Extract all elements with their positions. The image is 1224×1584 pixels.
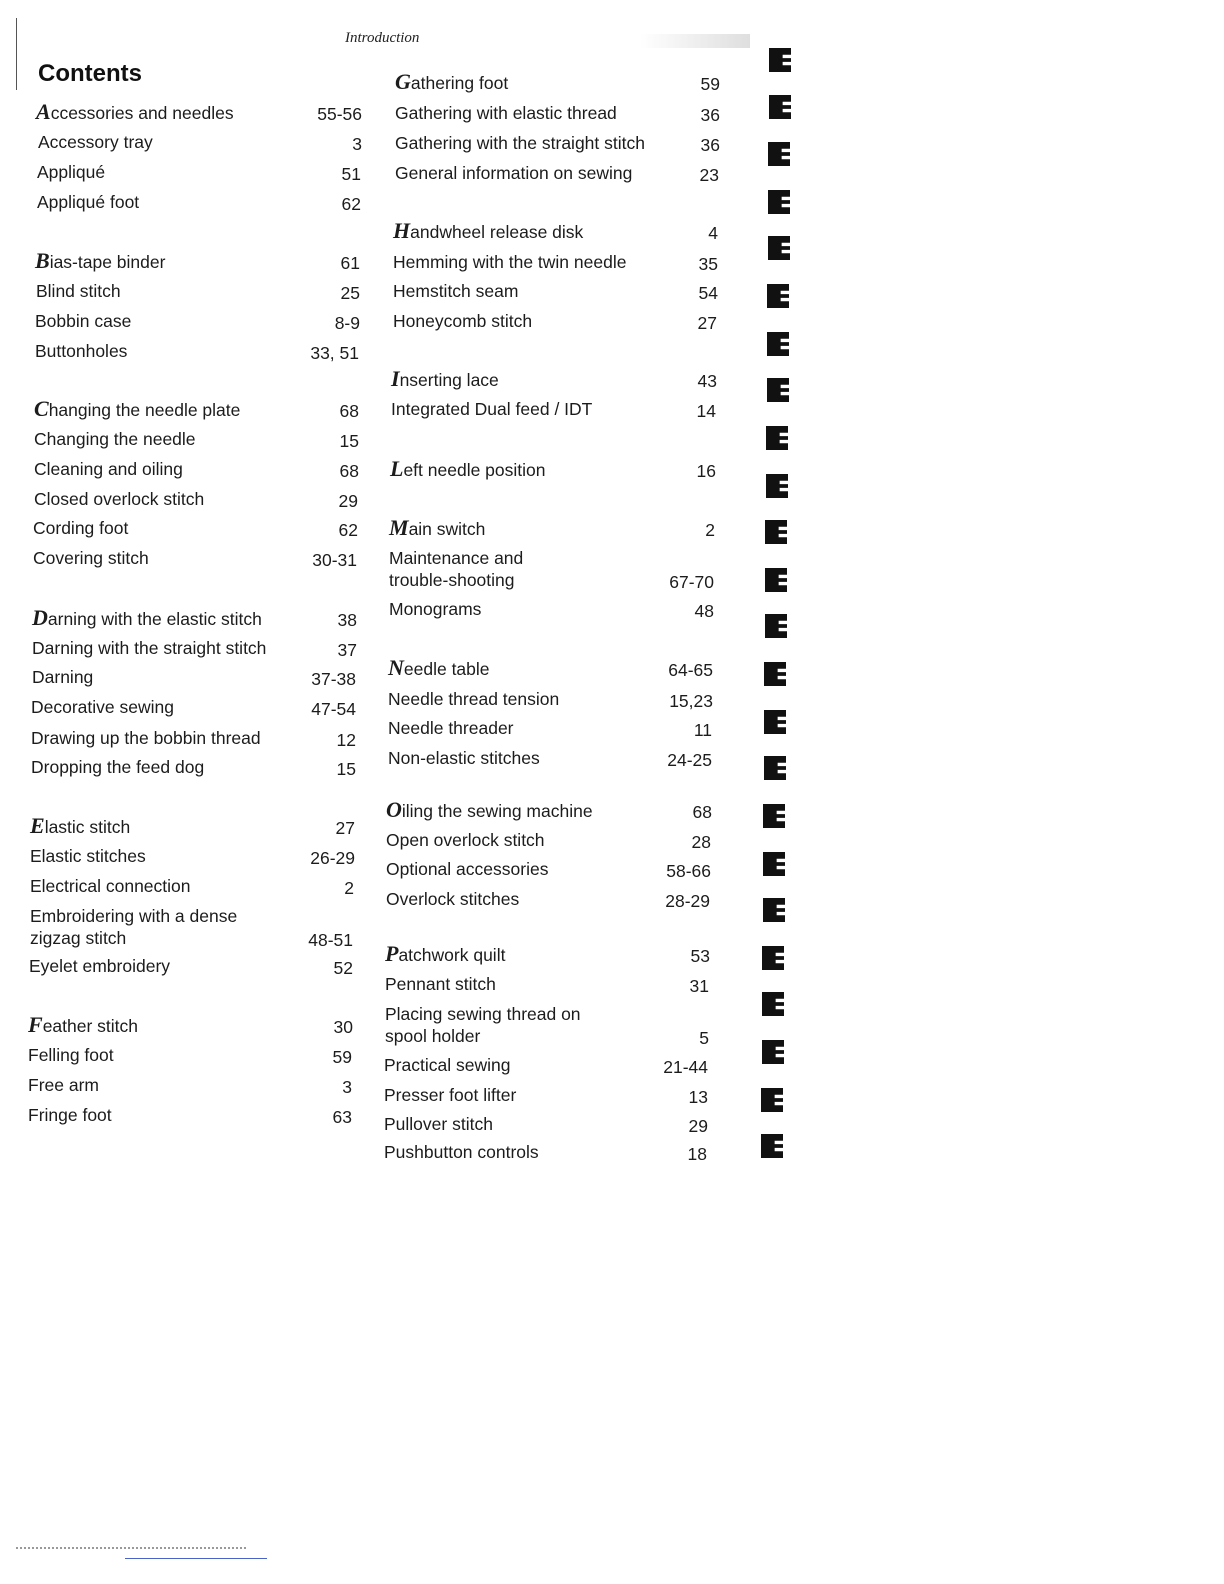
entry-initial-letter: P [385, 941, 399, 966]
entry-page-number: 15,23 [669, 691, 713, 711]
entry-label [36, 280, 121, 302]
entry-text: Gathering with elastic thread [395, 103, 617, 123]
entry-label [28, 1074, 99, 1096]
entry-page-number: 2 [344, 878, 354, 898]
entry-label [386, 888, 519, 910]
section-header: Introduction [345, 30, 420, 46]
entry-page-number: 14 [696, 401, 716, 421]
index-tab-icon [769, 48, 791, 72]
entry-page-number: 64-65 [668, 660, 713, 680]
entry-label [31, 756, 204, 778]
entry-page-number: 13 [688, 1087, 708, 1107]
entry-page-number: 62 [338, 520, 358, 540]
index-entry [395, 162, 719, 212]
entry-label [386, 829, 545, 851]
entry-label [29, 955, 170, 977]
entry-page-number: 2 [705, 520, 715, 540]
entry-text: Needle thread tension [388, 689, 560, 709]
index-tab-icon [768, 190, 790, 214]
entry-label [30, 845, 146, 867]
entry-label [34, 428, 196, 450]
entry-initial-letter: F [28, 1012, 43, 1037]
entry-label [30, 815, 130, 838]
entry-text: Presser foot lifter [384, 1085, 517, 1105]
entry-page-number: 31 [689, 976, 709, 996]
index-tab-icon [765, 614, 787, 638]
entry-label [28, 1014, 138, 1037]
entry-page-number: 59 [332, 1047, 352, 1067]
index-entry [393, 310, 717, 360]
entry-label [36, 101, 234, 124]
entry-label [388, 747, 540, 769]
entry-label [386, 799, 593, 822]
entry-page-number: 36 [700, 135, 720, 155]
index-entry [385, 1003, 709, 1053]
entry-label [395, 132, 645, 154]
entry-label [35, 310, 131, 332]
entry-text: Honeycomb stitch [393, 311, 533, 331]
entry-text: Eyelet embroidery [29, 956, 171, 976]
entry-text: eather stitch [42, 1016, 139, 1036]
entry-label [384, 1054, 510, 1076]
entry-page-number: 27 [697, 313, 717, 333]
entry-label [395, 71, 508, 94]
index-tab-icon [765, 568, 787, 592]
entry-page-number: 15 [336, 759, 356, 779]
entry-page-number: 62 [341, 194, 361, 214]
entry-text: Placing sewing thread on spool holder [385, 1004, 581, 1046]
entry-label [35, 340, 127, 362]
footer-rule [125, 1558, 267, 1559]
entry-page-number: 61 [340, 253, 360, 273]
entry-page-number: 68 [339, 461, 359, 481]
index-tab-icon [763, 898, 785, 922]
entry-label [385, 943, 505, 966]
entry-page-number: 29 [688, 1116, 708, 1136]
index-entry [35, 340, 359, 390]
entry-text: Covering stitch [33, 548, 149, 568]
entry-text: Decorative sewing [31, 697, 174, 717]
entry-label [34, 458, 183, 480]
entry-label [393, 310, 532, 332]
entry-page-number: 25 [340, 283, 360, 303]
entry-initial-letter: B [35, 248, 50, 273]
entry-text: Electrical connection [30, 876, 191, 896]
entry-text: Integrated Dual feed / IDT [391, 399, 593, 419]
entry-initial-letter: H [393, 218, 411, 243]
entry-page-number: 63 [332, 1107, 352, 1127]
entry-label [33, 517, 128, 539]
entry-page-number: 21-44 [663, 1057, 708, 1077]
entry-text: eedle table [403, 659, 490, 679]
entry-text: Pullover stitch [384, 1114, 493, 1134]
entry-label [30, 875, 191, 897]
entry-label [395, 162, 632, 184]
index-entry [386, 888, 710, 938]
entry-label [388, 688, 559, 710]
entry-page-number: 8-9 [334, 313, 360, 333]
index-tab-icon [762, 992, 784, 1016]
index-tab-icon [764, 710, 786, 734]
entry-text: arning with the elastic stitch [47, 609, 262, 629]
entry-text: Practical sewing [384, 1055, 511, 1075]
entry-page-number: 68 [692, 802, 712, 822]
index-entry [37, 191, 361, 241]
entry-text: Elastic stitches [30, 846, 146, 866]
entry-page-number: 36 [700, 105, 720, 125]
entry-text: Felling foot [28, 1045, 114, 1065]
entry-page-number: 30 [333, 1017, 353, 1037]
index-entry [30, 905, 353, 955]
entry-initial-letter: G [395, 69, 411, 94]
entry-label [33, 547, 149, 569]
entry-text: Appliqué [37, 162, 106, 182]
entry-text: Maintenance and trouble-shooting [389, 548, 524, 590]
entry-page-number: 53 [690, 946, 710, 966]
entry-text: athering foot [410, 73, 509, 93]
entry-page-number: 4 [708, 223, 718, 243]
entry-initial-letter: I [391, 366, 400, 391]
entry-page-number: 27 [335, 818, 355, 838]
entry-text: Buttonholes [35, 341, 128, 361]
entry-text: Blind stitch [36, 281, 121, 301]
entry-label [389, 517, 485, 540]
entry-text: Darning with the straight stitch [32, 638, 267, 658]
index-tab-icon [762, 1040, 784, 1064]
index-entry [29, 955, 353, 1005]
index-tab-icon [768, 142, 790, 166]
entry-text: Embroidering with a dense zigzag stitch [30, 906, 238, 948]
index-tab-icon [766, 474, 788, 498]
entry-text: Monograms [389, 599, 482, 619]
entry-page-number: 67-70 [669, 572, 714, 592]
entry-text: nserting lace [399, 370, 499, 390]
entry-initial-letter: A [36, 99, 51, 124]
entry-page-number: 37-38 [311, 669, 356, 689]
index-tab-icon [761, 1134, 783, 1158]
entry-text: Appliqué foot [37, 192, 140, 212]
entry-page-number: 59 [700, 74, 720, 94]
entry-page-number: 47-54 [311, 699, 356, 719]
entry-page-number: 12 [336, 730, 356, 750]
entry-text: Hemming with the twin needle [393, 252, 627, 272]
entry-initial-letter: L [390, 456, 404, 481]
entry-page-number: 37 [337, 640, 357, 660]
entry-label [385, 1003, 581, 1047]
entry-label [32, 637, 266, 659]
entry-label [30, 905, 237, 949]
entry-text: atchwork quilt [398, 945, 506, 965]
entry-label [391, 368, 499, 391]
entry-text: Cleaning and oiling [34, 459, 183, 479]
index-entry [389, 598, 714, 648]
entry-page-number: 18 [687, 1144, 707, 1164]
entry-text: Free arm [28, 1075, 99, 1095]
entry-label [32, 666, 93, 688]
scan-shading [640, 34, 750, 48]
entry-page-number: 3 [352, 134, 362, 154]
entry-label [386, 858, 548, 880]
index-tab-icon [767, 378, 789, 402]
entry-page-number: 48 [694, 601, 714, 621]
index-tab-icon [767, 332, 789, 356]
entry-label [391, 398, 592, 420]
entry-page-number: 58-66 [666, 861, 711, 881]
entry-label [385, 973, 496, 995]
entry-label [34, 398, 240, 421]
entry-text: ias-tape binder [49, 252, 166, 272]
entry-page-number: 48-51 [308, 930, 353, 950]
entry-text: Drawing up the bobbin thread [31, 728, 261, 748]
entry-text: Closed overlock stitch [34, 489, 205, 509]
index-tab-icon [764, 756, 786, 780]
entry-page-number: 55-56 [317, 104, 362, 124]
entry-label [37, 161, 105, 183]
entry-label [35, 250, 165, 273]
entry-text: Cording foot [33, 518, 129, 538]
entry-page-number: 54 [698, 283, 718, 303]
index-tab-icon [768, 236, 790, 260]
entry-label [31, 696, 174, 718]
index-tab-icon [766, 426, 788, 450]
entry-page-number: 43 [697, 371, 717, 391]
entry-text: Dropping the feed dog [31, 757, 205, 777]
entry-page-number: 28-29 [665, 891, 710, 911]
index-tab-icon [762, 946, 784, 970]
entry-text: ccessories and needles [50, 103, 234, 123]
index-entry [31, 756, 356, 806]
entry-page-number: 52 [333, 958, 353, 978]
index-entry [388, 747, 712, 797]
entry-text: Changing the needle [34, 429, 196, 449]
entry-page-number: 35 [698, 254, 718, 274]
entry-initial-letter: D [32, 605, 48, 630]
entry-text: ain switch [408, 519, 486, 539]
entry-page-number: 24-25 [667, 750, 712, 770]
entry-label [389, 598, 481, 620]
entry-text: Fringe foot [28, 1105, 112, 1125]
entry-label [388, 717, 514, 739]
entry-label [393, 251, 626, 273]
index-entry [389, 547, 714, 597]
entry-text: eft needle position [403, 460, 546, 480]
entry-page-number: 51 [341, 164, 361, 184]
entry-initial-letter: M [389, 515, 409, 540]
entry-page-number: 28 [691, 832, 711, 852]
index-entry [28, 1104, 352, 1154]
entry-text: Pennant stitch [385, 974, 496, 994]
entry-text: iling the sewing machine [401, 801, 593, 821]
entry-label [28, 1044, 114, 1066]
entry-label [37, 191, 139, 213]
entry-text: Non-elastic stitches [388, 748, 540, 768]
entry-text: Gathering with the straight stitch [395, 133, 645, 153]
entry-text: andwheel release disk [410, 222, 584, 242]
entry-label [388, 657, 490, 680]
index-tab-icon [764, 662, 786, 686]
entry-text: Open overlock stitch [386, 830, 545, 850]
entry-label [28, 1104, 112, 1126]
entry-page-number: 11 [693, 720, 712, 740]
entry-text: General information on sewing [395, 163, 633, 183]
index-tab-icon [761, 1088, 783, 1112]
index-entry [384, 1141, 707, 1191]
entry-initial-letter: C [34, 396, 49, 421]
index-tab-icon [765, 520, 787, 544]
entry-page-number: 68 [339, 401, 359, 421]
entry-initial-letter: N [388, 655, 404, 680]
entry-text: Accessory tray [38, 132, 153, 152]
entry-text: Needle threader [388, 718, 514, 738]
entry-text: hanging the needle plate [48, 400, 241, 420]
entry-label [393, 220, 583, 243]
entry-page-number: 23 [699, 165, 719, 185]
entry-label [34, 488, 204, 510]
index-tab-strip [755, 40, 795, 1175]
entry-text: Optional accessories [386, 859, 549, 879]
entry-text: Darning [32, 667, 94, 687]
entry-label [390, 458, 546, 481]
index-entry [33, 547, 357, 597]
index-entry [390, 458, 716, 508]
entry-page-number: 26-29 [310, 848, 355, 868]
entry-text: Overlock stitches [386, 889, 520, 909]
entry-text: Hemstitch seam [393, 281, 519, 301]
entry-text: Bobbin case [35, 311, 132, 331]
entry-label [384, 1113, 493, 1135]
index-entry [391, 398, 716, 448]
entry-text: Pushbutton controls [384, 1142, 539, 1162]
entry-label [395, 102, 617, 124]
entry-page-number: 5 [699, 1028, 709, 1048]
entry-page-number: 15 [339, 431, 359, 451]
entry-page-number: 30-31 [312, 550, 357, 570]
entry-page-number: 38 [337, 610, 357, 630]
entry-label [393, 280, 518, 302]
index-tab-icon [763, 852, 785, 876]
entry-initial-letter: O [386, 797, 402, 822]
entry-initial-letter: E [30, 813, 45, 838]
index-tab-icon [767, 284, 789, 308]
entry-label [31, 727, 261, 749]
entry-label [38, 131, 153, 153]
entry-text: lastic stitch [44, 817, 131, 837]
entry-label [384, 1084, 516, 1106]
entry-page-number: 3 [342, 1077, 352, 1097]
entry-label [384, 1141, 539, 1163]
entry-page-number: 16 [696, 461, 716, 481]
index-tab-icon [763, 804, 785, 828]
entry-label [389, 547, 523, 591]
entry-label [32, 607, 262, 630]
index-tab-icon [769, 95, 791, 119]
scan-artifact [16, 1547, 246, 1549]
entry-page-number: 33, 51 [310, 343, 359, 363]
binding-edge-line [16, 18, 17, 90]
entry-page-number: 29 [338, 491, 358, 511]
page-title: Contents [38, 60, 142, 87]
